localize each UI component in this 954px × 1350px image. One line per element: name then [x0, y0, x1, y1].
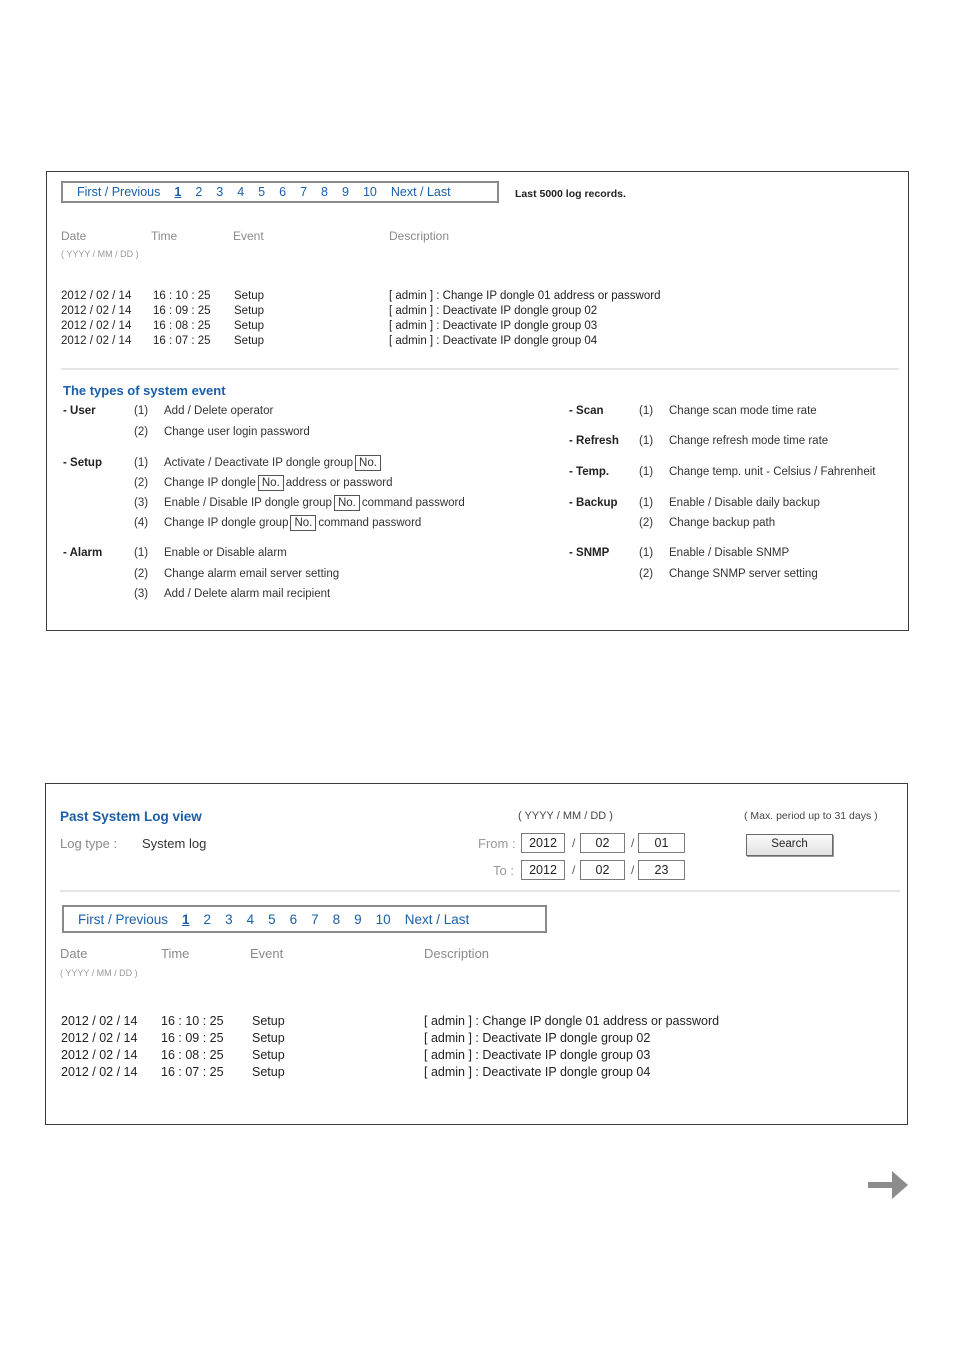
section-divider	[61, 368, 899, 370]
event-item	[164, 455, 383, 471]
row-event: Setup	[252, 1031, 285, 1045]
setup-category: - Setup	[63, 457, 102, 469]
item-number: (2)	[134, 568, 149, 580]
item-number: (1)	[134, 405, 149, 417]
page-link-5[interactable]: 5	[258, 185, 266, 199]
row-time: 16 : 07 : 25	[161, 1065, 224, 1079]
page-link-10[interactable]: 10	[362, 185, 377, 199]
event-item: Change temp. unit - Celsius / Fahrenheit	[669, 466, 876, 478]
page-link-9[interactable]: 9	[341, 185, 349, 199]
page-link-10[interactable]: 10	[375, 911, 391, 927]
row-time: 16 : 09 : 25	[153, 305, 211, 317]
row-description: [ admin ] : Deactivate IP dongle group 02	[389, 305, 598, 317]
first-previous-link[interactable]: First / Previous	[78, 911, 169, 927]
item-number: (3)	[134, 497, 149, 509]
event-item-text: Enable / Disable IP dongle group	[164, 497, 332, 509]
row-time: 16 : 08 : 25	[161, 1048, 224, 1062]
row-event: Setup	[234, 335, 265, 347]
description-header: Description	[389, 229, 450, 243]
number-box: No.	[334, 495, 360, 511]
row-time: 16 : 07 : 25	[153, 335, 211, 347]
event-item: Change SNMP server setting	[669, 568, 818, 580]
event-item: Enable / Disable SNMP	[669, 547, 790, 559]
log-type-value[interactable]: System log	[142, 836, 207, 851]
item-number: (4)	[134, 517, 149, 529]
event-item	[164, 515, 421, 531]
page-link-8[interactable]: 8	[332, 911, 341, 927]
records-note: Last 5000 log records.	[515, 188, 626, 200]
row-date: 2012 / 02 / 14	[61, 320, 132, 332]
item-number: (1)	[639, 435, 654, 447]
event-item: Change scan mode time rate	[669, 405, 817, 417]
page-link-6[interactable]: 6	[289, 911, 298, 927]
search-button[interactable]: Search	[746, 834, 833, 856]
description-header: Description	[424, 946, 490, 961]
row-date: 2012 / 02 / 14	[61, 335, 132, 347]
item-number: (1)	[134, 457, 149, 469]
event-log-panel	[46, 171, 909, 631]
page-link-5[interactable]: 5	[268, 911, 276, 927]
row-description: [ admin ] : Deactivate IP dongle group 03	[389, 320, 598, 332]
page-link-3[interactable]: 3	[216, 185, 224, 199]
item-number: (1)	[639, 497, 654, 509]
page-link-4[interactable]: 4	[237, 185, 245, 199]
item-number: (1)	[639, 547, 654, 559]
from-year-input[interactable]: 2012	[521, 833, 565, 853]
backup-category: - Backup	[569, 497, 618, 509]
row-event: Setup	[252, 1014, 285, 1028]
date-format-hint: ( YYYY / MM / DD )	[518, 810, 613, 822]
date-separator: /	[631, 863, 635, 877]
time-header: Time	[161, 946, 190, 961]
section-divider	[60, 890, 900, 892]
row-date: 2012 / 02 / 14	[61, 1065, 138, 1079]
row-event: Setup	[252, 1065, 285, 1079]
row-description: [ admin ] : Deactivate IP dongle group 04	[424, 1065, 651, 1079]
event-item: Enable / Disable daily backup	[669, 497, 820, 509]
to-year-input[interactable]: 2012	[521, 860, 565, 880]
item-number: (2)	[639, 568, 654, 580]
event-item-text: Change IP dongle	[164, 477, 256, 489]
row-event: Setup	[234, 305, 265, 317]
event-item	[164, 475, 393, 491]
row-description: [ admin ] : Change IP dongle 01 address or password	[389, 290, 661, 302]
row-time: 16 : 10 : 25	[153, 290, 211, 302]
snmp-category: - SNMP	[569, 547, 610, 559]
page-link-2[interactable]: 2	[203, 911, 212, 927]
event-item: Enable or Disable alarm	[164, 547, 287, 559]
row-description: [ admin ] : Change IP dongle 01 address or password	[424, 1014, 720, 1028]
row-description: [ admin ] : Deactivate IP dongle group 03	[424, 1048, 651, 1062]
date-header: Date	[60, 946, 88, 961]
item-number: (1)	[639, 466, 654, 478]
log-type-label: Log type :	[60, 836, 118, 851]
from-day-input[interactable]: 01	[638, 833, 685, 853]
row-date: 2012 / 02 / 14	[61, 290, 132, 302]
event-item	[164, 495, 465, 511]
pagination-bar	[61, 181, 499, 203]
row-date: 2012 / 02 / 14	[61, 305, 132, 317]
item-number: (2)	[134, 426, 149, 438]
event-item: Change refresh mode time rate	[669, 435, 829, 447]
date-separator: /	[572, 863, 576, 877]
to-day-input[interactable]: 23	[638, 860, 685, 880]
event-item: Change backup path	[669, 517, 776, 529]
date-separator: /	[631, 836, 635, 850]
date-separator: /	[572, 836, 576, 850]
page-link-4[interactable]: 4	[246, 911, 255, 927]
event-item: Add / Delete operator	[164, 405, 274, 417]
date-header: Date	[61, 229, 87, 243]
to-label: To :	[493, 863, 514, 878]
page-link-6[interactable]: 6	[279, 185, 287, 199]
row-description: [ admin ] : Deactivate IP dongle group 02	[424, 1031, 651, 1045]
scan-category: - Scan	[569, 405, 604, 417]
from-label: From :	[478, 836, 516, 851]
page-link-3[interactable]: 3	[225, 911, 233, 927]
from-month-input[interactable]: 02	[580, 833, 625, 853]
date-format-hint: ( YYYY / MM / DD )	[60, 968, 138, 978]
page-link-7[interactable]: 7	[300, 185, 308, 199]
row-description: [ admin ] : Deactivate IP dongle group 04	[389, 335, 598, 347]
item-number: (2)	[639, 517, 654, 529]
number-box: No.	[258, 475, 284, 491]
item-number: (3)	[134, 588, 149, 600]
user-category: - User	[63, 405, 96, 417]
first-previous-link[interactable]: First / Previous	[77, 185, 161, 199]
time-header: Time	[151, 229, 178, 243]
next-last-link[interactable]: Next / Last	[390, 185, 451, 199]
row-time: 16 : 08 : 25	[153, 320, 211, 332]
number-box: No.	[290, 515, 316, 531]
event-item: Add / Delete alarm mail recipient	[164, 588, 331, 600]
number-box: No.	[355, 455, 381, 471]
row-event: Setup	[234, 290, 265, 302]
event-item-text: command password	[318, 517, 422, 529]
next-last-link[interactable]: Next / Last	[404, 911, 470, 927]
event-item-text: Activate / Deactivate IP dongle group	[164, 457, 354, 469]
row-date: 2012 / 02 / 14	[61, 1031, 138, 1045]
pagination-bar	[62, 905, 547, 933]
event-item-text: address or password	[285, 477, 393, 489]
page-title: Past System Log view	[60, 809, 202, 824]
page-link-1[interactable]: 1	[182, 911, 190, 927]
to-month-input[interactable]: 02	[580, 860, 625, 880]
event-types-title: The types of system event	[63, 383, 226, 398]
event-item: Change alarm email server setting	[164, 568, 340, 580]
item-number: (2)	[134, 477, 149, 489]
row-date: 2012 / 02 / 14	[61, 1014, 138, 1028]
row-time: 16 : 09 : 25	[161, 1031, 224, 1045]
page-link-7[interactable]: 7	[311, 911, 319, 927]
alarm-category: - Alarm	[63, 547, 103, 559]
item-number: (1)	[134, 547, 149, 559]
row-time: 16 : 10 : 25	[161, 1014, 224, 1028]
item-number: (1)	[639, 405, 654, 417]
page-link-1[interactable]: 1	[174, 185, 182, 199]
max-period-note: ( Max. period up to 31 days )	[744, 810, 878, 822]
row-event: Setup	[234, 320, 265, 332]
row-event: Setup	[252, 1048, 285, 1062]
event-header: Event	[250, 946, 284, 961]
event-item-text: command password	[361, 497, 465, 509]
date-format-hint: ( YYYY / MM / DD )	[61, 249, 139, 259]
event-header: Event	[233, 229, 264, 243]
page-link-8[interactable]: 8	[321, 185, 328, 199]
temp-category: - Temp.	[569, 466, 610, 478]
refresh-category: - Refresh	[569, 435, 619, 447]
page-link-2[interactable]: 2	[195, 185, 203, 199]
page-link-9[interactable]: 9	[354, 911, 362, 927]
event-item-text: Change IP dongle group	[164, 517, 289, 529]
right-arrow-icon[interactable]	[866, 1168, 910, 1202]
row-date: 2012 / 02 / 14	[61, 1048, 138, 1062]
past-log-panel	[45, 783, 908, 1125]
event-item: Change user login password	[164, 426, 310, 438]
